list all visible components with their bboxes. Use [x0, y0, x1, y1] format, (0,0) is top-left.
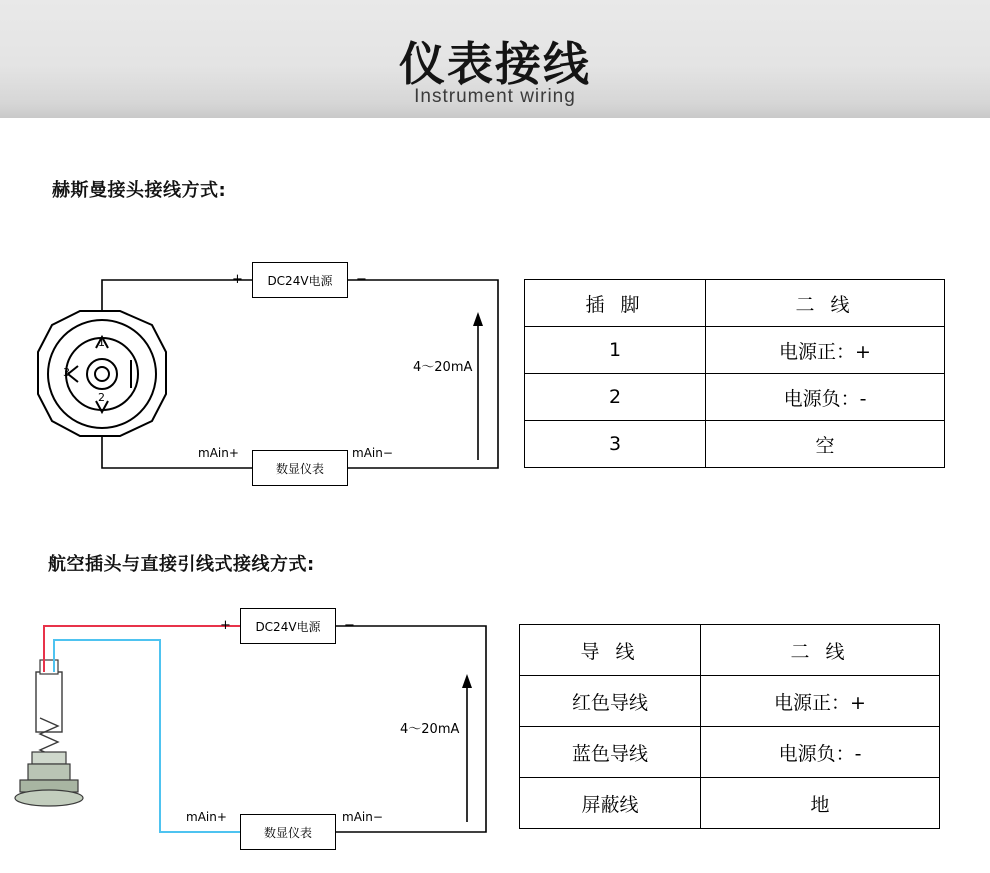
page-subtitle: Instrument wiring [414, 86, 576, 107]
table-cell: 红色导线 [520, 676, 701, 727]
table-cell: 地 [701, 778, 940, 829]
table-header-cell: 导 线 [520, 625, 701, 676]
minus-label-2: − [344, 618, 355, 633]
section-title-hirschmann: 赫斯曼接头接线方式: [52, 180, 227, 201]
table-cell: 电源正：+ [706, 327, 945, 374]
table-cell: 空 [706, 421, 945, 468]
current-range-label-2: 4～20mA [400, 722, 460, 737]
plus-label-2: + [220, 618, 231, 633]
minus-label-1: − [356, 272, 367, 287]
table-row [520, 676, 940, 727]
table-header-cell: 二 线 [701, 625, 940, 676]
pin-number-3: 3 [63, 366, 70, 379]
page-title: 仪表接线 [399, 37, 591, 91]
table-cell: 3 [525, 421, 706, 468]
aviation-wiring-table [519, 624, 940, 829]
digital-meter-box-2: 数显仪表 [240, 814, 336, 850]
main-plus-label-2: mAin+ [186, 810, 227, 824]
power-supply-box-2: DC24V电源 [240, 608, 336, 644]
hirschmann-wiring-table [524, 279, 945, 468]
pin-number-2: 2 [98, 391, 105, 404]
main-plus-label-1: mAin+ [198, 446, 239, 460]
current-range-label-1: 4～20mA [413, 360, 473, 375]
main-minus-label-1: mAin− [352, 446, 393, 460]
table-header-row [525, 280, 945, 327]
table-cell: 蓝色导线 [520, 727, 701, 778]
plus-label-1: + [232, 272, 243, 287]
section-title-aviation: 航空插头与直接引线式接线方式: [48, 554, 315, 575]
digital-meter-box-1: 数显仪表 [252, 450, 348, 486]
table-header-cell: 插 脚 [525, 280, 706, 327]
table-header-row [520, 625, 940, 676]
main-minus-label-2: mAin− [342, 810, 383, 824]
table-header-cell: 二 线 [706, 280, 945, 327]
table-cell: 电源负：- [706, 374, 945, 421]
table-row [520, 778, 940, 829]
power-supply-box-1: DC24V电源 [252, 262, 348, 298]
table-cell: 1 [525, 327, 706, 374]
table-row [525, 421, 945, 468]
page-header-banner [0, 0, 990, 118]
table-cell: 电源负：- [701, 727, 940, 778]
table-row [525, 327, 945, 374]
table-cell: 电源正：+ [701, 676, 940, 727]
table-cell: 屏蔽线 [520, 778, 701, 829]
table-row [520, 727, 940, 778]
table-row [525, 374, 945, 421]
table-cell: 2 [525, 374, 706, 421]
pin-number-1: 1 [98, 336, 105, 349]
